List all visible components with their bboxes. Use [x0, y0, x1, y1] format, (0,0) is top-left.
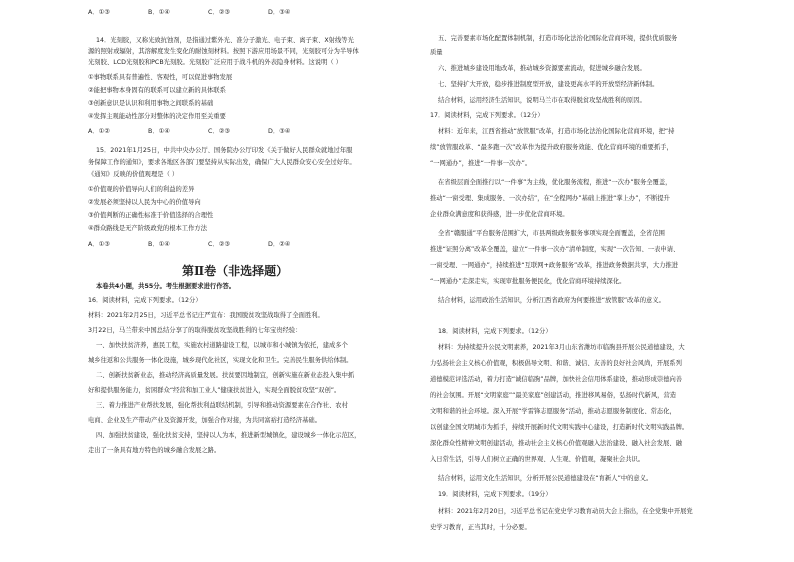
q15-line: 《通知》反映的价值观理是（ ）	[88, 171, 179, 178]
q18-body-line: 文明和谐的社会环境。深入开展“学雷锋志愿服务”活动，推动志愿服务制度化、常态化，	[430, 408, 676, 415]
q17-body-line: 全省“赣服通”平台服务范围扩大，市县两级政务服务事项实现全面覆盖，全省范围	[438, 230, 665, 237]
q18-body-line: 的社会氛围。开展“文明家庭”“最美家庭”创建活动，推进移风易俗，弘扬时代新风，营造	[430, 392, 677, 399]
option: B．①④	[148, 9, 170, 16]
q19-heading: 19．阅读材料，完成下列要求。（19分）	[438, 491, 552, 498]
q18-task: 结合材料，运用文化生活知识，分析开展公民道德建设在“育新人”中的意义。	[438, 475, 653, 482]
q17-body-line: 推动“一窗受理、集成服务、一次办结”，在“全程网办”基础上推进“掌上办”，不断提升	[430, 195, 670, 202]
q16-body-line: 好和提供服务能力，贫困群众“经营和加工业人”健康扶贫进入，实现全面脱贫攻坚“双创”。	[88, 387, 341, 394]
q16-body-line: 二、创新扶贫新业态，推动经济高质量发展。扶贫要因地制宜，创新实施在新业态投入集中抓	[96, 372, 355, 379]
q16-body-line: 3月22日，马兰带来中国总结分享了的取得脱贫攻坚战胜利的七年宝贵经验：	[88, 327, 302, 334]
q19-body-line: 史学习教育，正当其时，十分必要。	[430, 524, 531, 531]
q18-body-line: 材料：为持续提升公民文明素养，2021年3月山东省潍坊市临朐县开展公民道德建设，大	[438, 344, 685, 351]
q14-line: 光刻胶、LCD光刻胶和PCB光刻胶。光刻胶广泛应用于战斗机的外表隐身材料。这说明（ ）	[88, 59, 342, 66]
q18-body-line: 力弘扬社会主义核心价值观，积极倡导文明、和谐、诚信、友善的良好社会风尚，开展系列	[430, 360, 682, 367]
q16-body-line: 三、着力推进产业帮扶发展，强化帮扶利益联结机制，引导和推动资源要素在合作社、农村	[96, 402, 348, 409]
right-top-line: 六、推进城乡建设用地改革，推动城乡资源要素流动，促进城乡融合发展。	[438, 65, 646, 72]
option: D．②④	[268, 241, 291, 248]
option: C．②③	[208, 9, 230, 16]
q14-item: ③创新意识是认识和利用事物之间联系的基础	[88, 100, 214, 107]
q14-options	[88, 127, 328, 137]
q15-item: ①价值观的价值导向人们的利益的差异	[88, 186, 195, 193]
q17-body-line: 材料：近年来，江西省推动“放管服”改革，打造市场化法治化国际化营商环境，把“持	[438, 128, 675, 135]
q18-body-line: 道德模范评选活动，着力打造“诚信临朐”品牌，加快社会信用体系建设，推动形成崇德向善	[430, 376, 683, 383]
q15-line: 务保障工作的通知》，要求各地区各部门要坚持从实际出发，确保广大人民群众安心安全过好年。	[88, 159, 356, 166]
q16-body-line: 四、加强扶贫建设，强化扶贫支持，坚持以人为本，推进新型城镇化，建设城乡一体化示范区，	[96, 432, 361, 439]
q17-heading: 17．阅读材料，完成下列要求。（12分）	[430, 112, 544, 119]
q16-body-line: 电商、企业及生产带动产业及资源开发，加强合作对接，为共同富裕打造经济基础。	[88, 417, 321, 424]
q17-body-line: “一网通办”走深走实，实现审批服务便民化，优化营商环境持续深化。	[430, 278, 626, 285]
option: A．①②	[88, 128, 110, 135]
q15-item: ④群众路线是无产阶级政党的根本工作方法	[88, 225, 207, 232]
q14-line: 源的照射或辐射，其溶解度发生变化的耐蚀刻材料。按照下游应用场景不同，光刻胶可分为半导体	[88, 48, 359, 55]
q16-task: 结合材料，运用经济生活知识，说明马兰市在取得脱贫攻坚战胜利的原因。	[438, 97, 646, 104]
right-top-line: 七、坚持扩大开放，稳步推进制度型开放，建设更高水平的开放型经济新体制。	[438, 81, 659, 88]
option: D．③④	[268, 9, 291, 16]
q18-body-line: 入日常生活，引导人们树立正确的世界观、人生观、价值观，凝聚社会共识。	[430, 456, 645, 463]
q18-body-line: 以创建全国文明城市为抓手，持续开展新时代文明实践中心建设，打造新时代文明实践品牌。	[430, 424, 689, 431]
option: B．①④	[148, 128, 170, 135]
q16-body-line: 走出了一条具有地方特色的城乡融合发展之路。	[88, 447, 221, 454]
option: C．②③	[208, 241, 230, 248]
section-note: 本卷共4小题，共55分。考生根据要求进行作答。	[96, 283, 236, 290]
option: C．②③	[208, 128, 230, 135]
q16-body-line: 城乡往返和公共服务一体化设施，城乡现代化社区，实现文化和卫生。完善民生服务供给体制。	[88, 357, 353, 364]
q16-body-line: 材料：2021年2月25日，习近平总书记庄严宣布：我国脱贫攻坚战取得了全面胜利。	[88, 312, 324, 319]
top-options	[88, 8, 328, 18]
q14-item: ①事物联系具有普遍性、客观性，可以促进事物发展	[88, 74, 233, 81]
q17-body-line: 续”放管服改革、“最多跑一次”改革作为提升政府服务效能、优化营商环境的重要抓手，	[430, 144, 673, 151]
q17-body-line: 推进“证照分离”改革全覆盖，建立“一件事一次办”清单制度，实现“一次告知、一表申请、	[430, 246, 680, 253]
right-top-line: 质量	[430, 49, 443, 56]
q15-item: ③价值判断的正确性标准于价值选择的合理性	[88, 212, 214, 219]
q15-line: 15．2021年1月25日，中共中央办公厅、国务院办公厅印发《关于做好人民群众就地过年服	[96, 147, 353, 154]
q14-item: ②能把事物本身固有的联系可以建立新的具体联系	[88, 87, 226, 94]
q15-options	[88, 240, 328, 250]
q14-line: 14．光刻胶，又称光致抗蚀剂，是指通过紫外光、准分子激光、电子束、离子束、X射线等光	[96, 37, 354, 44]
q16-body-line: 一、加快扶贫济养，惠民工程，实施农村道路建设工程，以城市和小城镇为依托，建成多个	[96, 342, 348, 349]
option: D．③④	[268, 128, 291, 135]
q17-task: 结合材料，运用政治生活知识，分析江西省政府为何要推进“放管服”改革的意义。	[438, 297, 665, 304]
option: B．①④	[148, 241, 170, 248]
section-title: 第Ⅱ卷（非选择题）	[182, 264, 289, 278]
q18-body-line: 深化群众性精神文明创建活动，推动社会主义核心价值观融入法治建设、融入社会发展、融	[430, 440, 682, 447]
q17-body-line: 一窗受理、一网通办”，持续推进“互联网+政务服务”改革，推进政务数据共享，大力推进	[430, 262, 679, 269]
q18-heading: 18．阅读材料，完成下列要求。（12分）	[438, 328, 552, 335]
q15-item: ②发展必须坚持以人民为中心的价值导向	[88, 199, 201, 206]
q19-body-line: 材料：2021年2月20日，习近平总书记在党史学习教育动员大会上指出，在全党集中开展党	[438, 508, 693, 515]
q17-body-line: 在省级层面全面推行以“一件事”为主线，优化服务流程，推进“一次办”服务全覆盖，	[438, 179, 672, 186]
q17-body-line: “一网通办”，推进“一件事一次办”。	[430, 160, 532, 167]
option: A．①③	[88, 241, 110, 248]
right-top-line: 五、完善要素市场化配置体制机制，打造市场化法治化国际化营商环境，提供优质服务	[438, 35, 678, 42]
option: A．①③	[88, 9, 110, 16]
q14-item: ④发挥主观能动性部分对整体的决定作用至关重要	[88, 113, 226, 120]
q17-body-line: 企业群众满意度和获得感，进一步优化营商环境。	[430, 211, 569, 218]
q16-heading: 16．阅读材料，完成下列要求。（12分）	[88, 297, 202, 304]
